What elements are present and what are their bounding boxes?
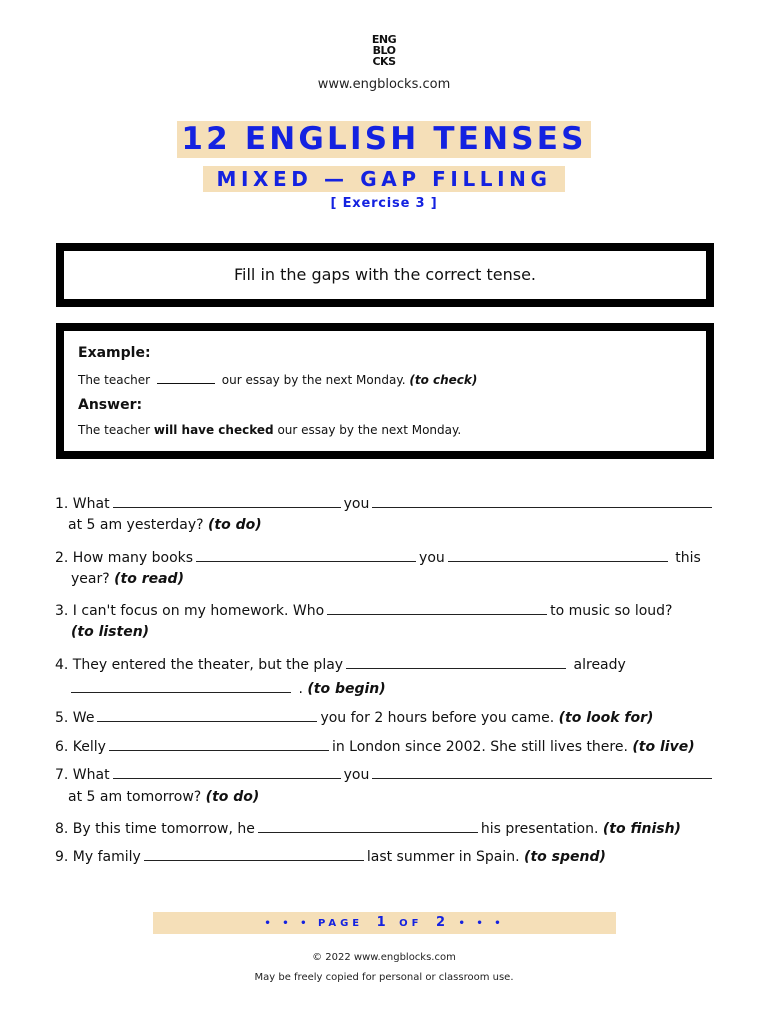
q8-text-a: 8. By this time tomorrow, he: [55, 821, 255, 837]
q2-text-d: year?: [71, 571, 110, 587]
question-9: [55, 846, 606, 865]
q3-text-a: 3. I can't focus on my homework. Who: [55, 603, 325, 619]
example-sentence: [78, 371, 477, 387]
q4-text-b: already: [573, 657, 626, 673]
q2-text-b: you: [419, 550, 445, 566]
site-url[interactable]: www.engblocks.com: [317, 77, 451, 92]
question-7-cont: [68, 789, 259, 805]
q9-text-a: 9. My family: [55, 849, 141, 865]
answer-sentence: [78, 423, 461, 437]
license-notice: May be freely copied for personal or classroom use.: [254, 972, 514, 983]
q7-text-c: at 5 am tomorrow?: [68, 789, 202, 805]
q1-hint: (to do): [207, 517, 262, 533]
instruction-box: [56, 243, 714, 307]
page-indicator: [153, 912, 616, 934]
q3-hint: (to listen): [71, 624, 150, 640]
example-label: Example:: [78, 345, 151, 361]
example-box: [56, 323, 714, 459]
copyright-notice: © 2022 www.engblocks.com: [312, 952, 456, 963]
q8-hint: (to finish): [602, 821, 681, 837]
q1-text-b: you: [343, 496, 370, 512]
q6-blank-1[interactable]: [109, 736, 329, 751]
q7-hint: (to do): [205, 789, 260, 805]
q2-blank-1[interactable]: [196, 547, 416, 562]
q7-blank-2[interactable]: [372, 764, 712, 779]
q4-blank-2[interactable]: [71, 678, 291, 693]
question-5: [55, 707, 653, 726]
example-text-before: The teacher: [78, 373, 151, 387]
answer-label: Answer:: [78, 397, 143, 413]
q4-blank-1[interactable]: [346, 654, 566, 669]
q5-blank-1[interactable]: [97, 707, 317, 722]
q7-text-b: you: [343, 767, 370, 783]
question-3: [55, 600, 672, 619]
q5-text-b: you for 2 hours before you came.: [320, 710, 555, 726]
q1-text-c: at 5 am yesterday?: [68, 517, 204, 533]
q9-hint: (to spend): [524, 849, 606, 865]
q5-hint: (to look for): [558, 710, 654, 726]
pager-dots-right: • • •: [458, 918, 505, 929]
question-2: [55, 547, 701, 566]
q7-text-a: 7. What: [55, 767, 110, 783]
q7-blank-1[interactable]: [113, 764, 341, 779]
question-2-cont: [71, 571, 184, 587]
q1-blank-2[interactable]: [372, 493, 712, 508]
q3-blank-1[interactable]: [327, 600, 547, 615]
q9-blank-1[interactable]: [144, 846, 364, 861]
engblocks-logo: [360, 34, 408, 67]
pager-page-label: PAGE: [317, 918, 364, 929]
example-hint: (to check): [409, 373, 478, 387]
question-4-cont: [71, 678, 386, 697]
q6-text-a: 6. Kelly: [55, 739, 106, 755]
exercise-label: [ Exercise 3 ]: [330, 196, 438, 211]
q4-text-a: 4. They entered the theater, but the play: [55, 657, 344, 673]
logo-line-3: CKS: [372, 55, 396, 68]
question-4: [55, 654, 626, 673]
question-6: [55, 736, 695, 755]
q8-text-b: his presentation.: [480, 821, 599, 837]
question-8: [55, 818, 681, 837]
q6-text-b: in London since 2002. She still lives there.: [331, 739, 628, 755]
answer-text-before: The teacher: [78, 423, 151, 437]
q4-text-c: .: [298, 681, 303, 697]
q9-text-b: last summer in Spain.: [366, 849, 520, 865]
answer-text-after: our essay by the next Monday.: [277, 423, 462, 437]
question-1-cont: [68, 517, 262, 533]
q3-text-b: to music so loud?: [550, 603, 673, 619]
q1-text-a: 1. What: [55, 496, 110, 512]
logo-line-1: ENG: [371, 33, 397, 46]
pager-dots-left: • • •: [264, 918, 311, 929]
pager-total: 2: [436, 915, 446, 930]
logo-line-2: BLO: [372, 44, 396, 57]
q2-hint: (to read): [114, 571, 184, 587]
example-blank: [157, 371, 215, 384]
instruction-text: Fill in the gaps with the correct tense.: [233, 265, 537, 284]
answer-bold-verb: will have checked: [153, 423, 274, 437]
q8-blank-1[interactable]: [258, 818, 478, 833]
q1-blank-1[interactable]: [113, 493, 341, 508]
q4-hint: (to begin): [307, 681, 386, 697]
q5-text-a: 5. We: [55, 710, 95, 726]
question-1: [55, 493, 715, 512]
question-3-cont: [71, 624, 149, 640]
example-text-after: our essay by the next Monday.: [221, 373, 406, 387]
q2-blank-2[interactable]: [448, 547, 668, 562]
pager-current: 1: [376, 915, 386, 930]
question-7: [55, 764, 715, 783]
pager-of-label: OF: [399, 918, 423, 929]
q6-hint: (to live): [632, 739, 695, 755]
q2-text-a: 2. How many books: [55, 550, 194, 566]
worksheet-subtitle: MIXED — GAP FILLING: [203, 166, 565, 192]
worksheet-title: 12 ENGLISH TENSES: [177, 121, 591, 158]
q2-text-c: this: [675, 550, 701, 566]
